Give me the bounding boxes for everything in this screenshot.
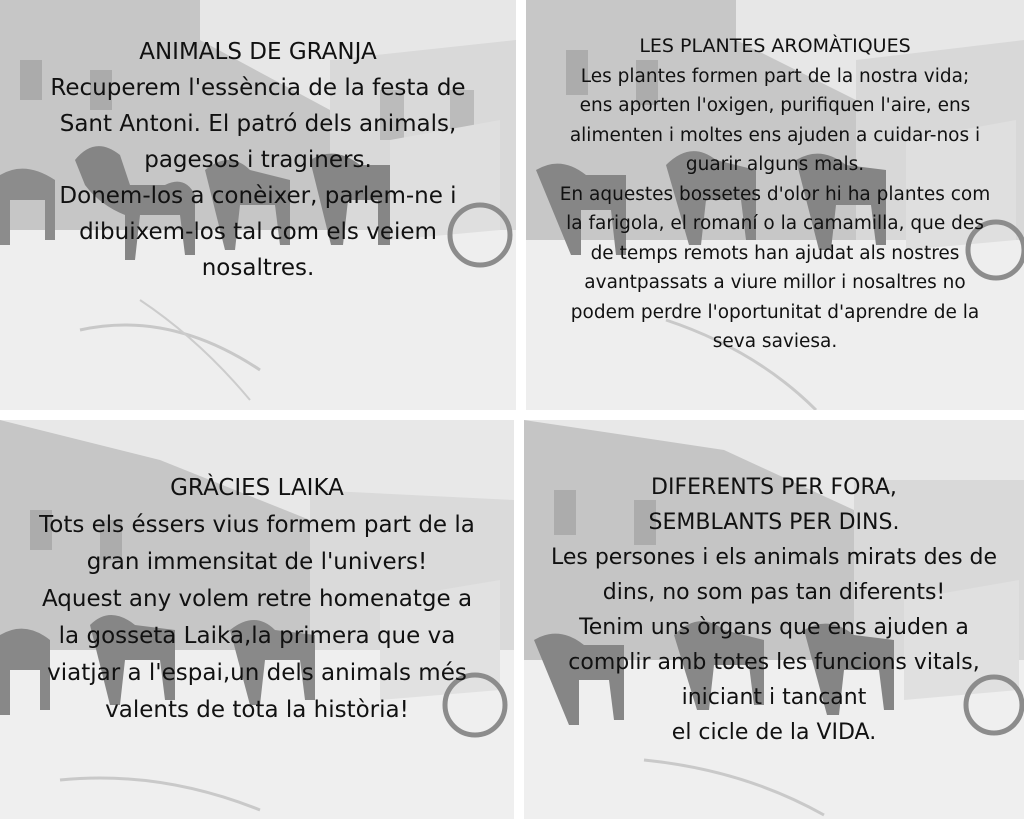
panel-title: GRÀCIES LAIKA: [170, 475, 344, 501]
panel-line: valents de tota la història!: [105, 697, 409, 723]
panel-line: de temps remots han ajudat als nostres: [590, 242, 960, 264]
panel-title: ANIMALS DE GRANJA: [139, 39, 377, 65]
panel-line: dibuixem-los tal com els veiem: [79, 219, 437, 245]
panel-line: Aquest any volem retre homenatge a: [41, 586, 473, 612]
panel-line: avantpassats a viure millor i nosaltres no: [584, 272, 966, 293]
panel-text: [526, 32, 1024, 357]
panel-line: Les persones i els animals mirats des de: [550, 545, 998, 570]
panel-gracies-laika: [0, 420, 514, 819]
panel-text: [0, 470, 514, 729]
panel-line: Sant Antoni. El patró dels animals,: [59, 111, 457, 137]
panel-line: guarir alguns mals.: [685, 154, 865, 175]
panel-line: gran immensitat de l'univers!: [86, 549, 428, 575]
panel-line: viatjar a l'espai,un dels animals més: [47, 660, 467, 686]
panel-line: el cicle de la VIDA.: [671, 720, 877, 745]
panel-line: iniciant i tancant: [681, 685, 867, 710]
panel-line: En aquestes bossetes d'olor hi ha plantes com: [559, 183, 991, 205]
panel-line: seva saviesa.: [712, 331, 838, 352]
panel-animals-de-granja: [0, 0, 516, 410]
panel-line: Tots els éssers vius formem part de la: [39, 512, 475, 538]
panel-line: ens aporten l'oxigen, purifiquen l'aire, ens: [579, 95, 971, 116]
panel-diferents-per-fora: [524, 420, 1024, 819]
panel-title: LES PLANTES AROMÀTIQUES: [639, 35, 911, 57]
panel-title: DIFERENTS PER FORA,: [651, 475, 897, 500]
panel-line: SEMBLANTS PER DINS.: [648, 510, 900, 535]
panel-line: pagesos i traginers.: [144, 147, 372, 173]
panel-text: [524, 470, 1024, 750]
panel-line: Recuperem l'essència de la festa de: [50, 75, 466, 101]
panel-line: la farigola, el romaní o la camamilla, que des: [566, 213, 984, 234]
panel-line: la gosseta Laika,la primera que va: [58, 623, 456, 649]
panel-line: podem perdre l'oportunitat d'aprendre de la: [570, 301, 980, 323]
panel-line: alimenten i moltes ens ajuden a cuidar-nos i: [569, 124, 981, 146]
panel-text: [0, 34, 516, 286]
panel-line: Les plantes formen part de la nostra vida;: [580, 65, 970, 87]
panel-line: dins, no som pas tan diferents!: [602, 580, 946, 605]
panel-line: nosaltres.: [201, 255, 315, 281]
panel-les-plantes-aromatiques: [526, 0, 1024, 410]
panel-line: complir amb totes les funcions vitals,: [568, 650, 980, 675]
panel-line: Donem-los a conèixer, parlem-ne i: [59, 183, 457, 209]
panel-line: Tenim uns òrgans que ens ajuden a: [579, 615, 969, 640]
